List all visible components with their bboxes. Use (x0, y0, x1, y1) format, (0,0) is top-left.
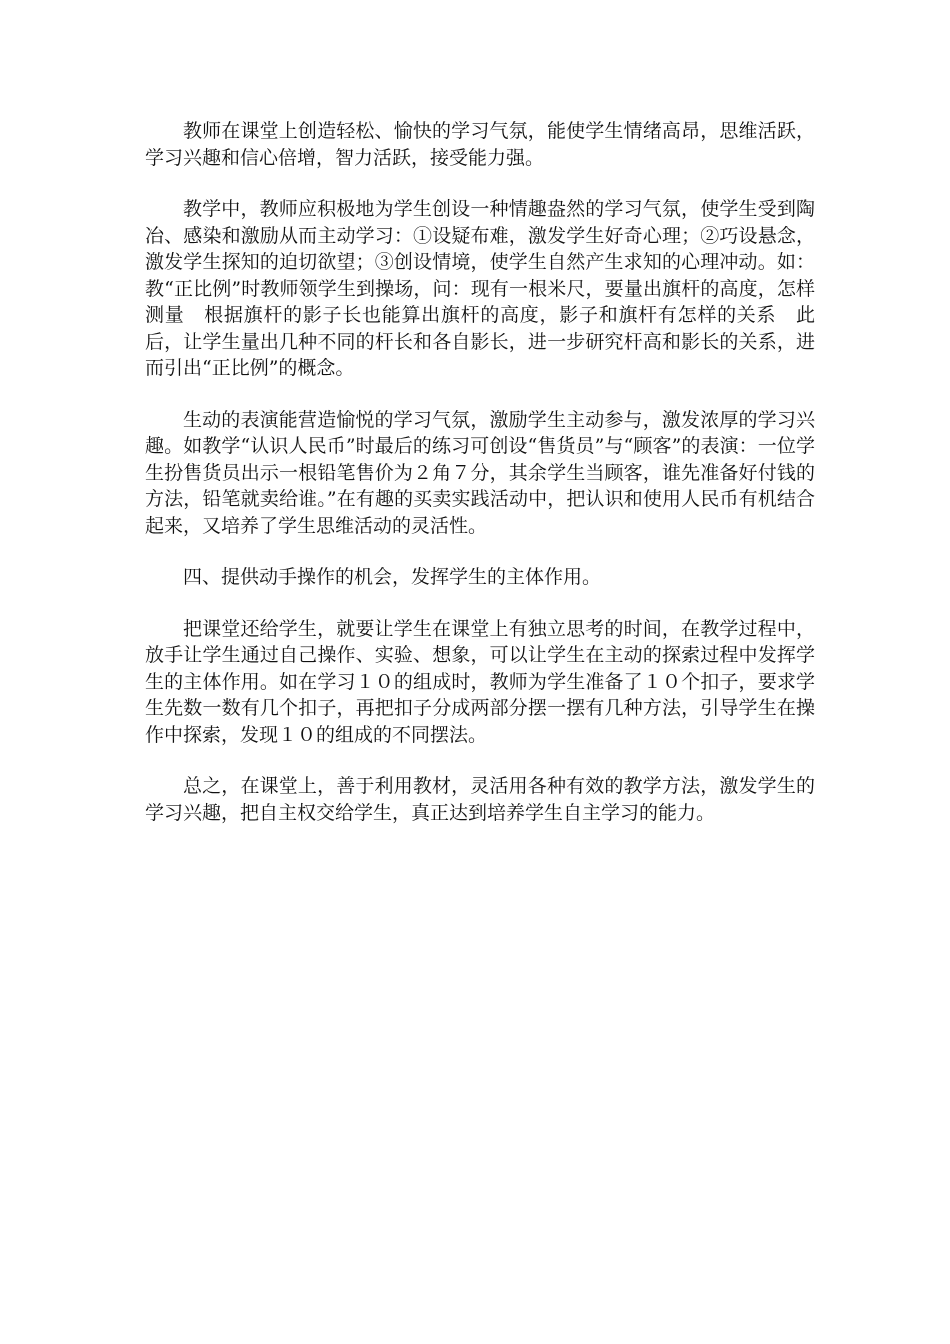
paragraph-hands-on: 把课堂还给学生，就要让学生在课堂上有独立思考的时间，在教学过程中，放手让学生通过自己操作、实验、想象，可以让学生在主动的探索过程中发挥学生的主体作用。如在学习１０的组成时，教师为学生准备了１０个扣子，要求学生先数一数有几个扣子，再把扣子分成两部分摆一摆有几种方法，引导学生在操作中探索，发现１０的组成的不同摆法。 (145, 617, 815, 746)
paragraph-conclusion: 总之，在课堂上，善于利用教材，灵活用各种有效的教学方法，激发学生的学习兴趣，把自主权交给学生，真正达到培养学生自主学习的能力。 (145, 775, 815, 824)
paragraph-atmosphere: 教学中，教师应积极地为学生创设一种情趣盎然的学习气氛，使学生受到陶冶、感染和激励从而主动学习：①设疑布难，激发学生好奇心理；②巧设悬念，激发学生探知的迫切欲望；③创设情境，使学生自然产生求知的心理冲动。如：教“正比例”时教师领学生到操场，问：现有一根米尺，要量出旗杆的高度，怎样测量 根据旗杆的影子长也能算出旗杆的高度，影子和旗杆有怎样的关系 此后，让学生量出几种不同的杆长和各自影长，进一步研究杆高和影长的关系，进而引出“正比例”的概念。 (145, 198, 815, 379)
paragraph-intro: 教师在课堂上创造轻松、愉快的学习气氛，能使学生情绪高昂，思维活跃，学习兴趣和信心倍增，智力活跃，接受能力强。 (145, 120, 815, 169)
section-heading-four: 四、提供动手操作的机会，发挥学生的主体作用。 (183, 566, 602, 588)
document-body (145, 118, 815, 851)
paragraph-performance: 生动的表演能营造愉悦的学习气氛，激励学生主动参与，激发浓厚的学习兴趣。如教学“认识人民币”时最后的练习可创设“售货员”与“顾客”的表演：一位学生扮售货员出示一根铅笔售价为２角７分，其余学生当顾客，谁先准备好付钱的方法，铅笔就卖给谁。”在有趣的买卖实践活动中，把认识和使用人民币有机结合起来，又培养了学生思维活动的灵活性。 (145, 408, 815, 537)
